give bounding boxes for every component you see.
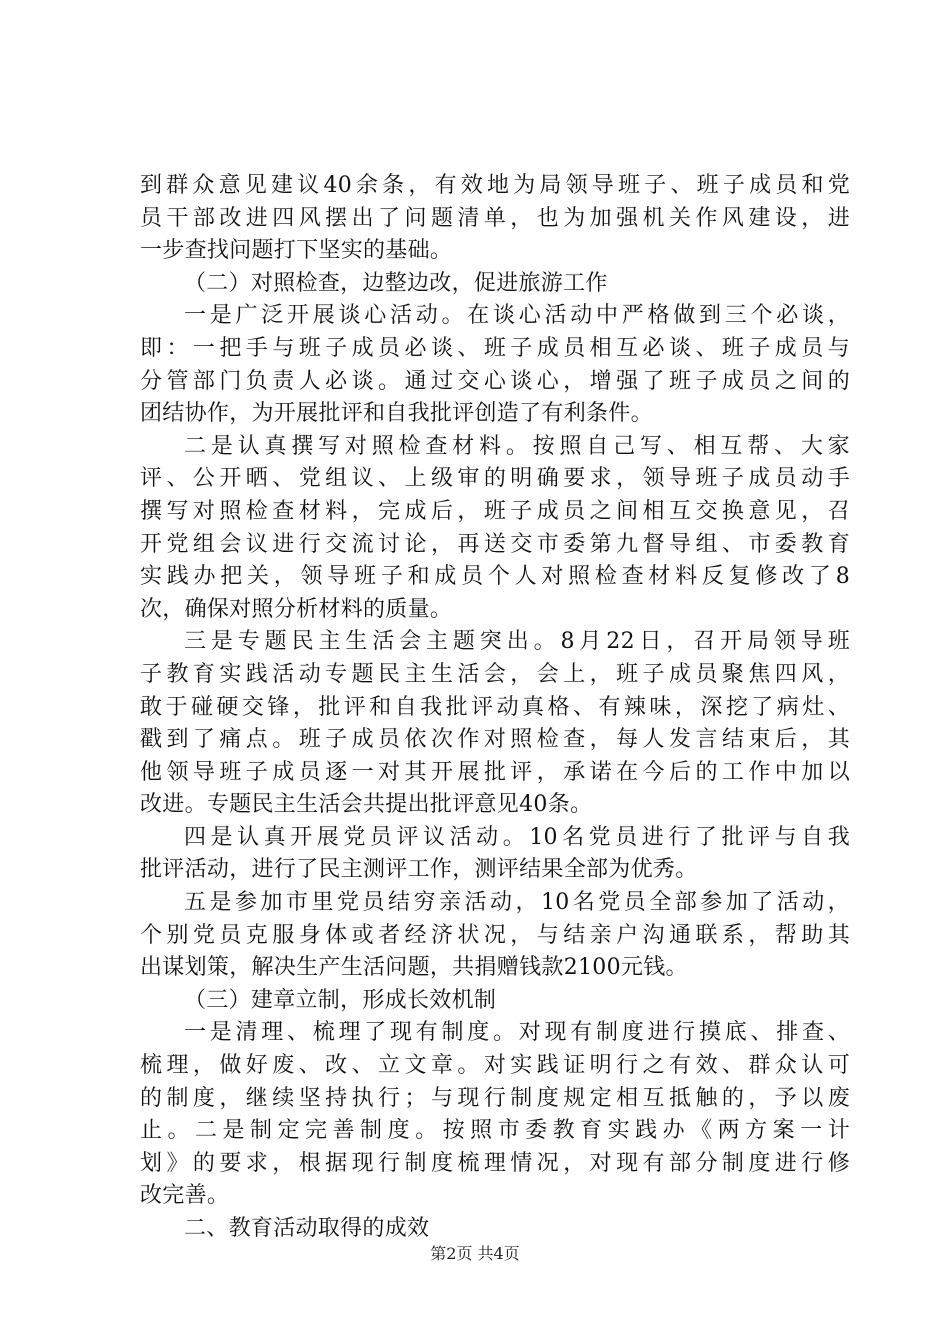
text-line: 一是清理、梳理了现有制度。对现有制度进行摸底、排查、	[184, 1020, 850, 1046]
text-line: 一步查找问题打下坚实的基础。	[140, 238, 453, 264]
text-line: 的制度，继续坚持执行；与现行制度规定相互抵触的，予以废	[140, 1085, 850, 1111]
text-line: 改进。专题民主生活会共提出批评意见40条。	[140, 792, 593, 818]
text-line: 改完善。	[140, 1183, 230, 1209]
text-line: 子教育实践活动专题民主生活会，会上，班子成员聚焦四风，	[140, 661, 850, 687]
text-line: 梳理，做好废、改、立文章。对实践证明行之有效、群众认可	[140, 1053, 850, 1079]
text-line: 个别党员克服身体或者经济状况，与结亲户沟通联系，帮助其	[140, 922, 850, 948]
text-line: 止。二是制定完善制度。按照市委教育实践办《两方案一计	[140, 1118, 850, 1144]
text-line: 二、教育活动取得的成效	[184, 1216, 430, 1241]
text-line: 他领导班子成员逐一对其开展批评，承诺在今后的工作中加以	[140, 759, 850, 785]
text-line: 划》的要求，根据现行制度梳理情况，对现有部分制度进行修	[140, 1150, 850, 1176]
text-line: 次，确保对照分析材料的质量。	[140, 596, 453, 622]
text-line: 二是认真撰写对照检查材料。按照自己写、相互帮、大家	[184, 433, 850, 459]
text-line: （三）建章立制，形成长效机制	[184, 987, 497, 1013]
text-line: 出谋划策，解决生产生活问题，共捐赠钱款2100元钱。	[140, 955, 688, 981]
text-line: 评、公开晒、党组议、上级审的明确要求，领导班子成员动手	[140, 466, 850, 492]
text-line: 即：一把手与班子成员必谈、班子成员相互必谈、班子成员与	[140, 335, 850, 361]
text-line: 分管部门负责人必谈。通过交心谈心，增强了班子成员之间的	[140, 368, 850, 394]
text-line: 到群众意见建议40余条，有效地为局领导班子、班子成员和党	[140, 173, 850, 198]
text-line: 开党组会议进行交流讨论，再送交市委第九督导组、市委教育	[140, 531, 850, 557]
text-line: 三是专题民主生活会主题突出。8月22日，召开局领导班	[184, 629, 850, 655]
text-line: 撰写对照检查材料，完成后，班子成员之间相互交换意见，召	[140, 498, 850, 524]
text-line: 戳到了痛点。班子成员依次作对照检查，每人发言结束后，其	[140, 727, 850, 753]
text-line: 实践办把关，领导班子和成员个人对照检查材料反复修改了8	[140, 564, 850, 590]
text-line: 五是参加市里党员结穷亲活动，10名党员全部参加了活动，	[184, 890, 850, 916]
text-line: 一是广泛开展谈心活动。在谈心活动中严格做到三个必谈，	[184, 303, 850, 329]
text-line: 批评活动，进行了民主测评工作，测评结果全部为优秀。	[140, 857, 698, 883]
text-line: 团结协作，为开展批评和自我批评创造了有利条件。	[140, 401, 653, 427]
text-line: 四是认真开展党员评议活动。10名党员进行了批评与自我	[184, 824, 850, 850]
text-line: 员干部改进四风摆出了问题清单，也为加强机关作风建设，进	[140, 205, 850, 231]
text-line: （二）对照检查，边整边改，促进旅游工作	[184, 270, 608, 296]
page-number-footer: 第2页 共4页	[430, 1244, 520, 1263]
text-line: 敢于碰硬交锋，批评和自我批评动真格、有辣味，深挖了病灶、	[140, 694, 850, 720]
document-body	[140, 170, 850, 1246]
